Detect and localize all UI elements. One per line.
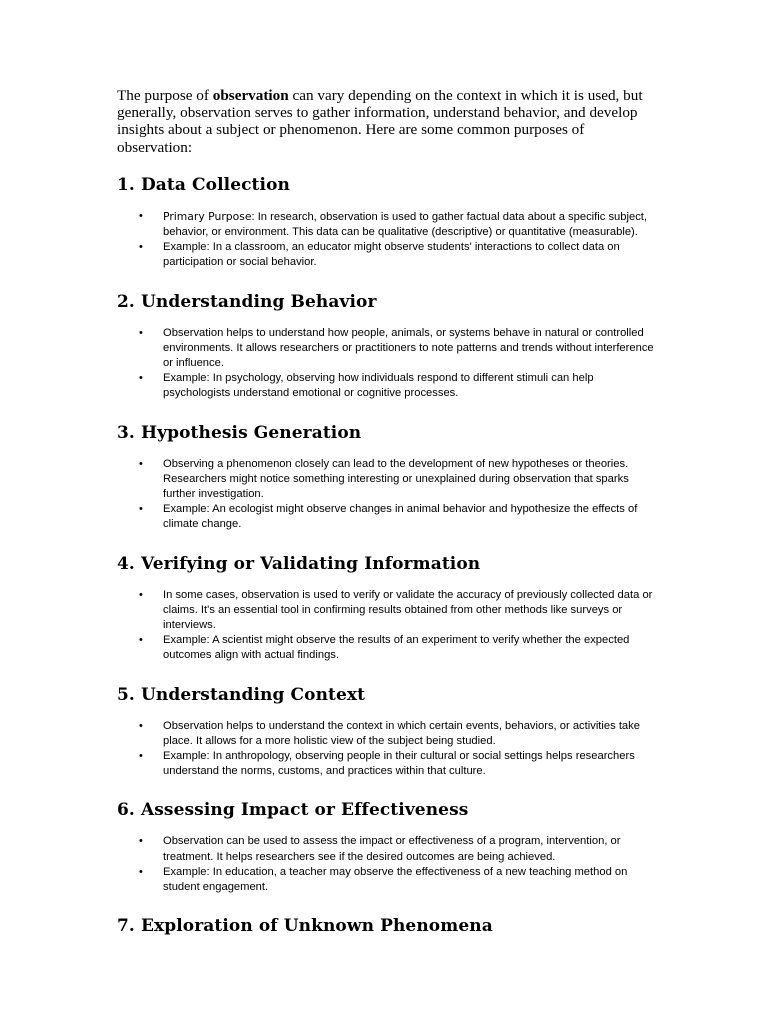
section-heading: 3. Hypothesis Generation xyxy=(117,422,362,443)
document-page xyxy=(117,87,657,950)
bullet-icon: • xyxy=(139,372,143,385)
bullet-icon: • xyxy=(139,457,143,470)
list-item xyxy=(117,209,657,240)
list-item xyxy=(117,749,657,779)
bullet-list xyxy=(117,719,657,780)
bullet-icon: • xyxy=(139,719,143,732)
bullet-list xyxy=(117,209,657,271)
bullet-icon: • xyxy=(139,588,143,601)
item-text: In some cases, observation is used to verify or validate the accuracy of previously collected data or claims. It's an essential tool in confirming results obtained from other methods like surveys or interviews. xyxy=(163,588,653,632)
list-item xyxy=(117,834,657,864)
bullet-icon: • xyxy=(139,503,143,516)
item-text: Example: A scientist might observe the results of an experiment to verify whether the expected outcomes align with actual findings. xyxy=(163,634,630,662)
item-text: Observing a phenomenon closely can lead to the development of new hypotheses or theories. Researchers might notice something interesting or unexplained during observation that sparks further investigation. xyxy=(163,457,629,501)
intro-text-start: The purpose of xyxy=(117,87,213,104)
list-item xyxy=(117,502,657,532)
item-text: Example: In education, a teacher may observe the effectiveness of a new teaching method on student engagement. xyxy=(163,865,628,894)
item-text: Example: In a classroom, an educator might observe students' interactions to collect data on participation or social behavior. xyxy=(163,241,620,269)
bullet-icon: • xyxy=(139,634,143,647)
bullet-list xyxy=(117,457,657,533)
section-heading: 1. Data Collection xyxy=(117,174,290,195)
item-text: : In research, observation is used to gather factual data about a specific subject, behavior, or environment. This data can be qualitative (descriptive) or quantitative (measurable). xyxy=(163,210,648,239)
bullet-list xyxy=(117,326,657,402)
item-text: Observation can be used to assess the impact or effectiveness of a program, intervention, or treatment. It helps researchers see if the desired outcomes are being achieved. xyxy=(163,835,621,863)
list-item xyxy=(117,588,657,634)
list-item xyxy=(117,371,657,401)
list-item xyxy=(117,633,657,663)
bullet-list xyxy=(117,588,657,664)
section-heading: 5. Understanding Context xyxy=(117,684,366,705)
item-text: Observation helps to understand the context in which certain events, behaviors, or activities take place. It allows for a more holistic view of the subject being studied. xyxy=(163,719,640,747)
bullet-icon: • xyxy=(139,241,143,254)
intro-text-end: can vary depending on the context in which it is used, but generally, observation serves to gather information, understand behavior, and develop insights about a subject or phenomenon. Here are some common purposes of observation: xyxy=(117,87,643,156)
intro-paragraph xyxy=(117,87,657,156)
bullet-icon: • xyxy=(139,750,143,763)
bullet-icon: • xyxy=(139,835,143,848)
item-text: Example: An ecologist might observe changes in animal behavior and hypothesize the effects of climate change. xyxy=(163,503,638,531)
list-item xyxy=(117,719,657,749)
intro-bold-term: observation xyxy=(212,87,289,104)
section-heading: 4. Verifying or Validating Information xyxy=(117,553,481,574)
item-lead-term: Primary Purpose xyxy=(163,209,252,223)
list-item xyxy=(117,457,657,503)
bullet-icon: • xyxy=(139,326,143,339)
bullet-list xyxy=(117,834,657,895)
list-item xyxy=(117,240,657,270)
section-heading: 7. Exploration of Unknown Phenomena xyxy=(117,916,493,937)
bullet-icon: • xyxy=(139,209,143,222)
section-heading: 2. Understanding Behavior xyxy=(117,291,377,312)
item-text: Example: In psychology, observing how individuals respond to different stimuli can help psychologists understand emotional or cognitive processes. xyxy=(163,372,594,400)
list-item xyxy=(117,865,657,895)
item-text: Observation helps to understand how people, animals, or systems behave in natural or controlled environments. It allows researchers or practitioners to note patterns and trends without interference or influence. xyxy=(163,326,654,370)
sections-container xyxy=(117,174,657,937)
section-heading: 6. Assessing Impact or Effectiveness xyxy=(117,800,469,821)
bullet-icon: • xyxy=(139,865,143,878)
list-item xyxy=(117,326,657,372)
item-text: Example: In anthropology, observing people in their cultural or social settings helps researchers understand the norms, customs, and practices within that culture. xyxy=(163,750,635,778)
